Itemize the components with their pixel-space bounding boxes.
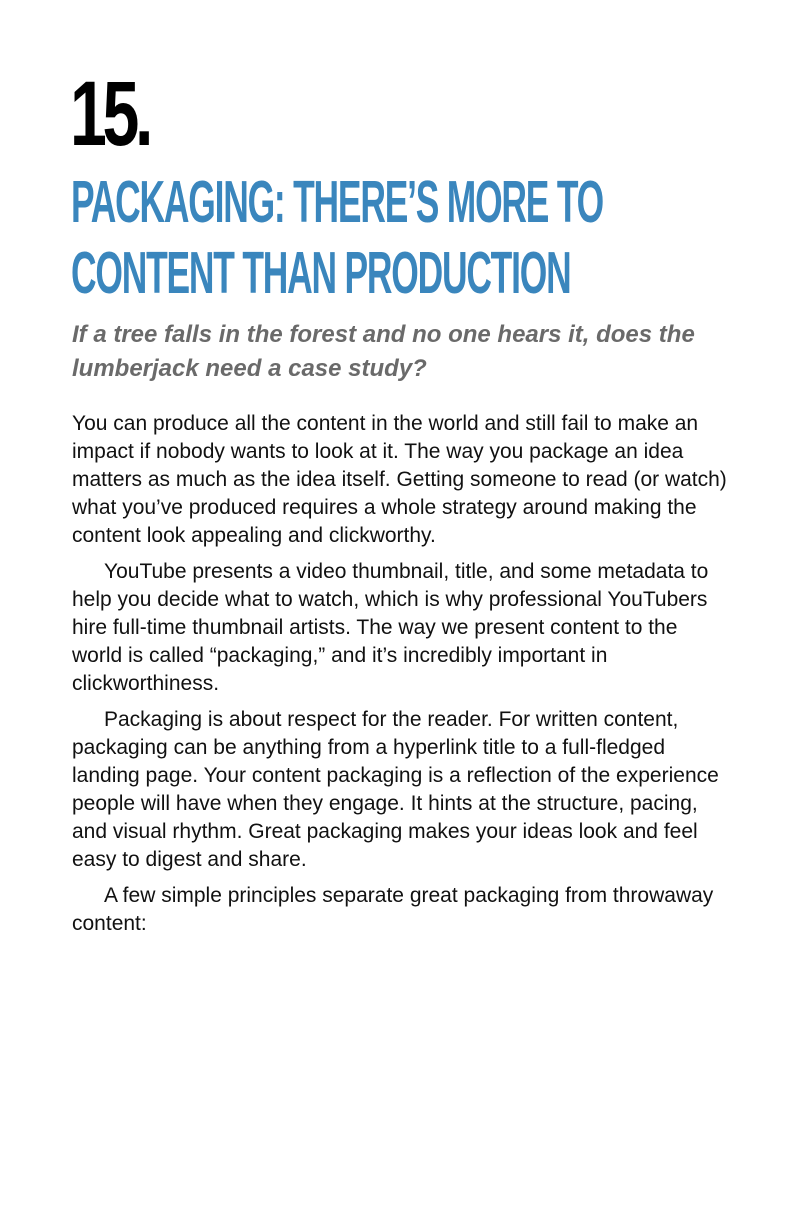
chapter-subtitle: If a tree falls in the forest and no one hears it, does the lumberjack need a case study? — [72, 321, 695, 382]
body-text — [72, 410, 732, 946]
chapter-title — [71, 167, 659, 309]
chapter-title-line-2: CONTENT THAN PRODUCTION — [71, 240, 571, 306]
chapter-number: 15. — [70, 63, 150, 165]
paragraph-2: YouTube presents a video thumbnail, title, and some metadata to help you decide what to watch, which is why professional YouTubers hire full-time thumbnail artists. The way we present content to the world is called “packaging,” and it’s incredibly important in clickworthiness. — [72, 560, 709, 695]
chapter-title-line-1: PACKAGING: THERE’S MORE TO — [71, 169, 603, 235]
paragraph-1: You can produce all the content in the world and still fail to make an impact if nobody wants to look at it. The way you package an idea matters as much as the idea itself. Getting someone to read (or watch) what you’ve produced requires a whole strategy around making the content look appealing and clickworthy. — [72, 412, 727, 547]
paragraph-3: Packaging is about respect for the reader. For written content, packaging can be anything from a hyperlink title to a full-fledged landing page. Your content packaging is a reflection of the experience people will have when they engage. It hints at the structure, pacing, and visual rhythm. Great packaging makes your ideas look and feel easy to digest and share. — [72, 708, 719, 871]
paragraph-4: A few simple principles separate great packaging from throwaway content: — [72, 884, 714, 935]
